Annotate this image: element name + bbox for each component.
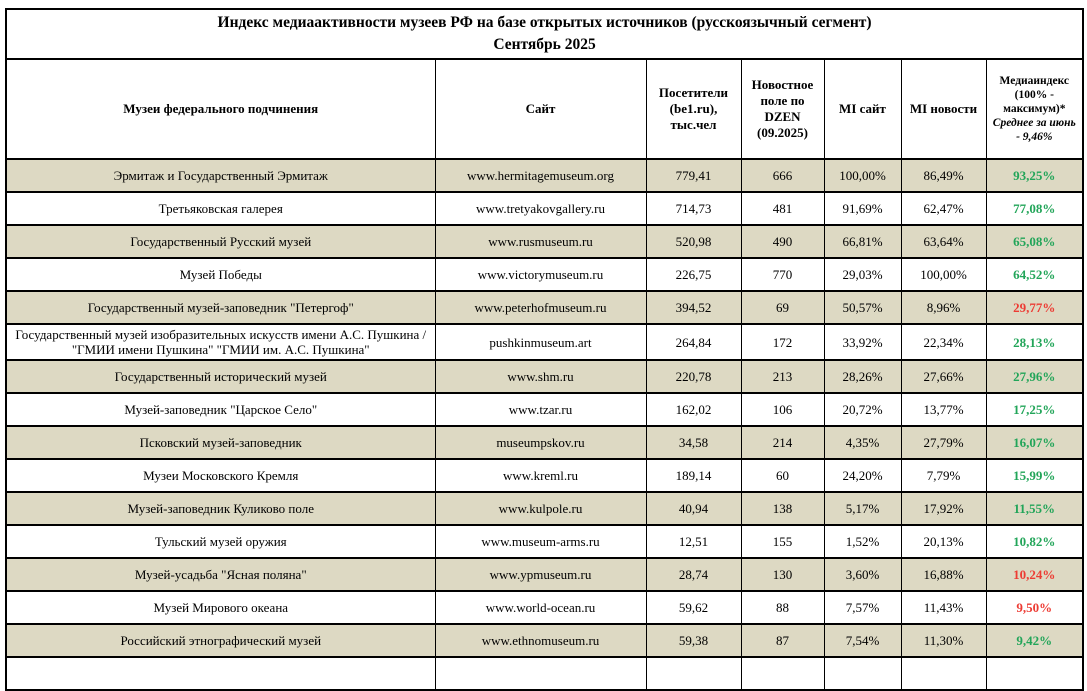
visitors-cell: 12,51 bbox=[646, 525, 741, 558]
mi-site-cell: 50,57% bbox=[824, 291, 901, 324]
mi-news-cell: 22,34% bbox=[901, 324, 986, 360]
media-index-cell: 10,82% bbox=[986, 525, 1083, 558]
dzen-news-cell: 87 bbox=[741, 624, 824, 657]
mi-site-cell: 5,17% bbox=[824, 492, 901, 525]
media-index-cell: 11,55% bbox=[986, 492, 1083, 525]
title-line-2: Сентябрь 2025 bbox=[493, 36, 596, 53]
table-row bbox=[6, 324, 1083, 360]
mi-news-cell: 11,30% bbox=[901, 624, 986, 657]
media-index-cell: 93,25% bbox=[986, 159, 1083, 192]
partial-clipped-cell bbox=[6, 657, 435, 690]
table-row bbox=[6, 525, 1083, 558]
mi-news-cell: 11,43% bbox=[901, 591, 986, 624]
table-row bbox=[6, 558, 1083, 591]
website-cell: museumpskov.ru bbox=[435, 426, 646, 459]
visitors-cell: 40,94 bbox=[646, 492, 741, 525]
website-cell: pushkinmuseum.art bbox=[435, 324, 646, 360]
museum-name-cell: Музей-заповедник Куликово поле bbox=[6, 492, 435, 525]
column-header-mi-news: MI новости bbox=[901, 59, 986, 159]
column-header-site: Сайт bbox=[435, 59, 646, 159]
mi-news-cell: 100,00% bbox=[901, 258, 986, 291]
dzen-news-cell: 88 bbox=[741, 591, 824, 624]
media-index-cell: 77,08% bbox=[986, 192, 1083, 225]
media-index-cell: 15,99% bbox=[986, 459, 1083, 492]
mi-site-cell: 1,52% bbox=[824, 525, 901, 558]
website-cell: www.world-ocean.ru bbox=[435, 591, 646, 624]
website-cell: www.tretyakovgallery.ru bbox=[435, 192, 646, 225]
mi-site-cell: 4,35% bbox=[824, 426, 901, 459]
mi-news-cell: 27,66% bbox=[901, 360, 986, 393]
media-index-cell: 65,08% bbox=[986, 225, 1083, 258]
dzen-news-cell: 69 bbox=[741, 291, 824, 324]
mi-news-cell: 27,79% bbox=[901, 426, 986, 459]
visitors-cell: 394,52 bbox=[646, 291, 741, 324]
mi-news-cell: 17,92% bbox=[901, 492, 986, 525]
partial-clipped-cell bbox=[901, 657, 986, 690]
column-header-museums: Музеи федерального подчинения bbox=[6, 59, 435, 159]
dzen-news-cell: 770 bbox=[741, 258, 824, 291]
column-header-dzen: Новостное поле по DZEN (09.2025) bbox=[741, 59, 824, 159]
museum-name-cell: Государственный музей изобразительных искусств имени А.С. Пушкина / "ГМИИ имени Пушкина" "ГМИИ им. А.С. Пушкина" bbox=[6, 324, 435, 360]
media-index-cell: 64,52% bbox=[986, 258, 1083, 291]
table-row bbox=[6, 492, 1083, 525]
mi-site-cell: 100,00% bbox=[824, 159, 901, 192]
media-index-cell: 16,07% bbox=[986, 426, 1083, 459]
table-row bbox=[6, 591, 1083, 624]
museum-name-cell: Государственный Русский музей bbox=[6, 225, 435, 258]
mi-site-cell: 24,20% bbox=[824, 459, 901, 492]
mi-site-cell: 7,57% bbox=[824, 591, 901, 624]
mi-site-cell: 91,69% bbox=[824, 192, 901, 225]
visitors-cell: 520,98 bbox=[646, 225, 741, 258]
visitors-cell: 779,41 bbox=[646, 159, 741, 192]
dzen-news-cell: 60 bbox=[741, 459, 824, 492]
partial-clipped-cell bbox=[824, 657, 901, 690]
website-cell: www.museum-arms.ru bbox=[435, 525, 646, 558]
partial-clipped-cell bbox=[986, 657, 1083, 690]
media-index-cell: 9,50% bbox=[986, 591, 1083, 624]
visitors-cell: 220,78 bbox=[646, 360, 741, 393]
website-cell: www.hermitagemuseum.org bbox=[435, 159, 646, 192]
website-cell: www.kreml.ru bbox=[435, 459, 646, 492]
table-body bbox=[6, 159, 1083, 690]
visitors-cell: 162,02 bbox=[646, 393, 741, 426]
title-row bbox=[6, 9, 1083, 59]
museum-name-cell: Музеи Московского Кремля bbox=[6, 459, 435, 492]
museum-name-cell: Государственный исторический музей bbox=[6, 360, 435, 393]
media-index-cell: 29,77% bbox=[986, 291, 1083, 324]
mi-news-cell: 63,64% bbox=[901, 225, 986, 258]
table-row bbox=[6, 192, 1083, 225]
visitors-cell: 189,14 bbox=[646, 459, 741, 492]
table-row bbox=[6, 291, 1083, 324]
media-index-cell: 17,25% bbox=[986, 393, 1083, 426]
table-row bbox=[6, 459, 1083, 492]
dzen-news-cell: 172 bbox=[741, 324, 824, 360]
mi-site-cell: 33,92% bbox=[824, 324, 901, 360]
media-index-header-sublabel: Среднее за июнь - 9,46% bbox=[992, 117, 1076, 143]
mi-site-cell: 3,60% bbox=[824, 558, 901, 591]
website-cell: www.peterhofmuseum.ru bbox=[435, 291, 646, 324]
column-header-row bbox=[6, 59, 1083, 159]
media-activity-index-table bbox=[5, 8, 1084, 691]
mi-news-cell: 7,79% bbox=[901, 459, 986, 492]
museum-name-cell: Музей-заповедник "Царское Село" bbox=[6, 393, 435, 426]
mi-site-cell: 66,81% bbox=[824, 225, 901, 258]
partial-clipped-row bbox=[6, 657, 1083, 690]
museum-name-cell: Музей-усадьба "Ясная поляна" bbox=[6, 558, 435, 591]
website-cell: www.victorymuseum.ru bbox=[435, 258, 646, 291]
visitors-cell: 264,84 bbox=[646, 324, 741, 360]
dzen-news-cell: 666 bbox=[741, 159, 824, 192]
museum-name-cell: Государственный музей-заповедник "Петергоф" bbox=[6, 291, 435, 324]
mi-news-cell: 20,13% bbox=[901, 525, 986, 558]
table-row bbox=[6, 624, 1083, 657]
dzen-news-cell: 214 bbox=[741, 426, 824, 459]
mi-site-cell: 28,26% bbox=[824, 360, 901, 393]
mi-site-cell: 7,54% bbox=[824, 624, 901, 657]
media-index-header-label: Медиаиндекс (100% - максимум)* bbox=[999, 75, 1070, 115]
dzen-news-cell: 106 bbox=[741, 393, 824, 426]
dzen-news-cell: 213 bbox=[741, 360, 824, 393]
page-title bbox=[6, 9, 1083, 59]
museum-name-cell: Эрмитаж и Государственный Эрмитаж bbox=[6, 159, 435, 192]
partial-clipped-cell bbox=[646, 657, 741, 690]
dzen-news-cell: 155 bbox=[741, 525, 824, 558]
website-cell: www.tzar.ru bbox=[435, 393, 646, 426]
museum-name-cell: Тульский музей оружия bbox=[6, 525, 435, 558]
website-cell: www.kulpole.ru bbox=[435, 492, 646, 525]
table-row bbox=[6, 159, 1083, 192]
museum-name-cell: Третьяковская галерея bbox=[6, 192, 435, 225]
column-header-visitors: Посетители (be1.ru), тыс.чел bbox=[646, 59, 741, 159]
mi-news-cell: 8,96% bbox=[901, 291, 986, 324]
column-header-media-index bbox=[986, 59, 1083, 159]
table-row bbox=[6, 258, 1083, 291]
museum-name-cell: Музей Победы bbox=[6, 258, 435, 291]
visitors-cell: 226,75 bbox=[646, 258, 741, 291]
column-header-mi-site: MI сайт bbox=[824, 59, 901, 159]
table-row bbox=[6, 360, 1083, 393]
website-cell: www.shm.ru bbox=[435, 360, 646, 393]
visitors-cell: 28,74 bbox=[646, 558, 741, 591]
media-index-cell: 27,96% bbox=[986, 360, 1083, 393]
media-index-cell: 10,24% bbox=[986, 558, 1083, 591]
mi-news-cell: 62,47% bbox=[901, 192, 986, 225]
dzen-news-cell: 138 bbox=[741, 492, 824, 525]
title-line-1: Индекс медиаактивности музеев РФ на базе открытых источников (русскоязычный сегмент) bbox=[217, 14, 872, 31]
mi-news-cell: 16,88% bbox=[901, 558, 986, 591]
media-index-cell: 28,13% bbox=[986, 324, 1083, 360]
dzen-news-cell: 481 bbox=[741, 192, 824, 225]
visitors-cell: 59,38 bbox=[646, 624, 741, 657]
mi-news-cell: 13,77% bbox=[901, 393, 986, 426]
dzen-news-cell: 130 bbox=[741, 558, 824, 591]
dzen-news-cell: 490 bbox=[741, 225, 824, 258]
partial-clipped-cell bbox=[741, 657, 824, 690]
visitors-cell: 59,62 bbox=[646, 591, 741, 624]
mi-site-cell: 29,03% bbox=[824, 258, 901, 291]
table-row bbox=[6, 393, 1083, 426]
website-cell: www.ypmuseum.ru bbox=[435, 558, 646, 591]
mi-news-cell: 86,49% bbox=[901, 159, 986, 192]
table-row bbox=[6, 426, 1083, 459]
visitors-cell: 34,58 bbox=[646, 426, 741, 459]
museum-name-cell: Российский этнографический музей bbox=[6, 624, 435, 657]
visitors-cell: 714,73 bbox=[646, 192, 741, 225]
museum-name-cell: Псковский музей-заповедник bbox=[6, 426, 435, 459]
media-index-cell: 9,42% bbox=[986, 624, 1083, 657]
mi-site-cell: 20,72% bbox=[824, 393, 901, 426]
website-cell: www.ethnomuseum.ru bbox=[435, 624, 646, 657]
partial-clipped-cell bbox=[435, 657, 646, 690]
website-cell: www.rusmuseum.ru bbox=[435, 225, 646, 258]
document-page bbox=[5, 8, 1082, 691]
museum-name-cell: Музей Мирового океана bbox=[6, 591, 435, 624]
table-row bbox=[6, 225, 1083, 258]
